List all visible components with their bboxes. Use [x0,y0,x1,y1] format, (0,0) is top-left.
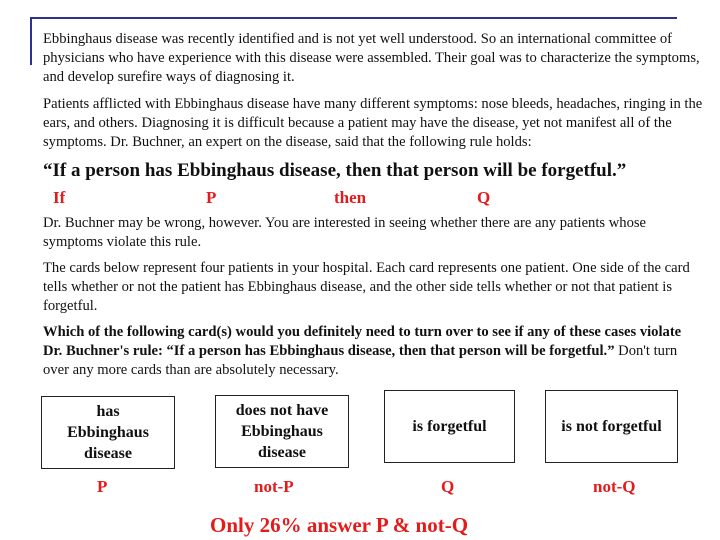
card-forgetful[interactable] [384,390,515,463]
intro-paragraph: Ebbinghaus disease was recently identified and is not yet well understood. So an international committee of physicians who have experience with this disease were assembled. Their goal was to characterize the symptoms, and develop surefire ways of diagnosing it. [43,31,700,85]
card-line: disease [84,445,132,462]
rule-label-q: Q [477,188,491,207]
card-no-disease[interactable] [215,395,349,468]
rule-statement: “If a person has Ebbinghaus disease, then that person will be forgetful.” [43,160,627,181]
card-line: is not forgetful [561,418,662,435]
card-not-forgetful[interactable] [545,390,678,463]
doubt-paragraph: Dr. Buchner may be wrong, however. You are interested in seeing whether there are any patients whose symptoms violate this rule. [43,215,647,250]
rule-label-then: then [334,188,367,207]
card-line: is forgetful [412,418,487,435]
frame-left-line [30,17,32,65]
question-paragraph [43,323,703,380]
rule-label-p: P [206,188,217,207]
card-label-not-p: not-P [254,477,294,496]
card-label-p: P [97,477,108,496]
card-line: Ebbinghaus [67,424,149,441]
frame-top-line [30,17,677,19]
card-label-not-q: not-Q [593,477,636,496]
result-summary: Only 26% answer P & not-Q [210,513,469,537]
rule-label-if: If [53,188,66,207]
question-plain-text: Don't turn over any more cards than are absolutely necessary. [43,343,678,378]
card-line: disease [257,444,306,461]
cards-description-paragraph: The cards below represent four patients in your hospital. Each card represents one patient. One side of the card tells whether or not the patient has Ebbinghaus disease, and the other side tells whether or not that patient is forgetful. [43,260,690,314]
card-line: Ebbinghaus [241,423,323,440]
card-label-q: Q [441,477,455,496]
question-bold-text: Which of the following card(s) would you definitely need to turn over to see if any of these cases violate Dr. Buchner's rule: “If a person has Ebbinghaus disease, then that person will be forgetful.” [43,324,682,359]
card-line: has [96,403,120,420]
card-has-disease[interactable] [41,396,175,469]
symptoms-paragraph: Patients afflicted with Ebbinghaus disease have many different symptoms: nose bleeds, headaches, ringing in the ears, and others. Diagnosing it is difficult because a patient may have the disease, yet not manifest all of the symptoms. Dr. Buchner, an expert on the disease, said that the following rule holds: [43,96,703,150]
card-line: does not have [235,402,329,419]
